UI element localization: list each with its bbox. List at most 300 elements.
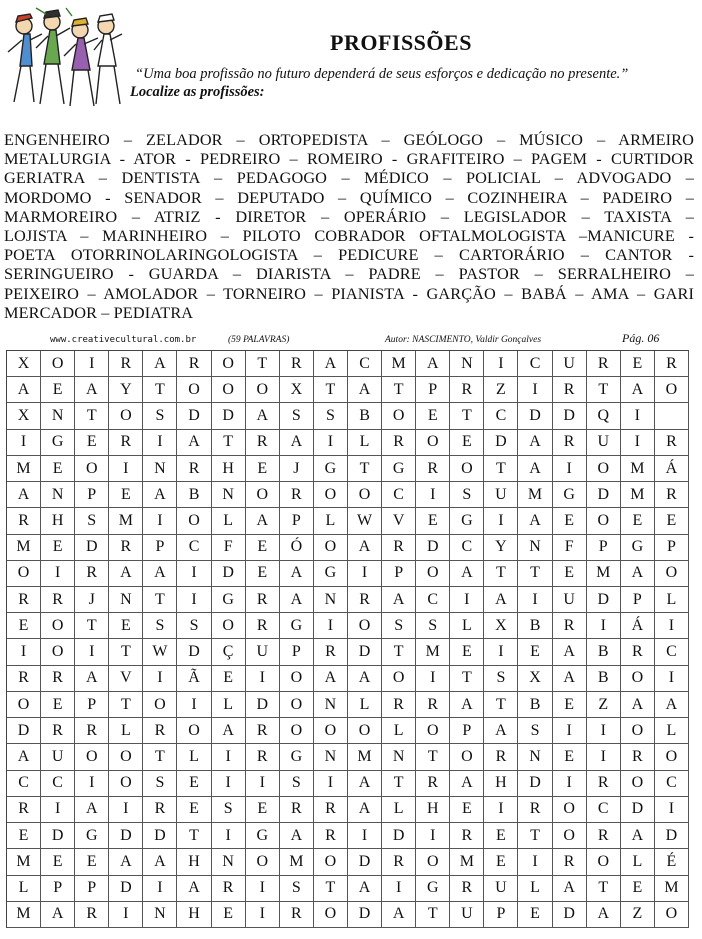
grid-cell[interactable]: L xyxy=(109,718,143,744)
grid-cell[interactable]: T xyxy=(143,744,177,770)
grid-cell[interactable]: R xyxy=(280,902,314,928)
grid-cell[interactable]: H xyxy=(484,771,518,797)
grid-cell[interactable]: E xyxy=(621,508,655,534)
grid-cell[interactable]: B xyxy=(587,639,621,665)
grid-cell[interactable]: L xyxy=(212,692,246,718)
grid-cell[interactable]: M xyxy=(518,482,552,508)
grid-cell[interactable]: M xyxy=(382,351,416,377)
grid-cell[interactable]: I xyxy=(109,797,143,823)
grid-cell[interactable]: R xyxy=(416,456,450,482)
grid-cell[interactable]: L xyxy=(655,587,689,613)
grid-cell[interactable]: T xyxy=(143,587,177,613)
grid-cell[interactable]: E xyxy=(484,849,518,875)
grid-cell[interactable]: R xyxy=(587,351,621,377)
grid-cell[interactable]: L xyxy=(348,430,382,456)
grid-cell[interactable]: D xyxy=(553,902,587,928)
grid-cell[interactable]: N xyxy=(41,482,75,508)
grid-cell[interactable]: D xyxy=(348,902,382,928)
grid-cell[interactable]: I xyxy=(143,876,177,902)
grid-cell[interactable]: O xyxy=(75,744,109,770)
grid-cell[interactable]: G xyxy=(246,823,280,849)
grid-cell[interactable]: A xyxy=(416,351,450,377)
grid-cell[interactable]: M xyxy=(655,876,689,902)
grid-cell[interactable]: P xyxy=(280,508,314,534)
grid-cell[interactable]: A xyxy=(621,823,655,849)
grid-cell[interactable]: S xyxy=(143,403,177,429)
grid-cell[interactable]: R xyxy=(655,430,689,456)
grid-cell[interactable]: P xyxy=(75,692,109,718)
grid-cell[interactable]: O xyxy=(109,403,143,429)
grid-cell[interactable]: A xyxy=(212,718,246,744)
grid-cell[interactable]: A xyxy=(450,561,484,587)
grid-cell[interactable]: A xyxy=(450,692,484,718)
grid-cell[interactable]: I xyxy=(348,561,382,587)
grid-cell[interactable]: M xyxy=(7,849,41,875)
grid-cell[interactable]: R xyxy=(143,797,177,823)
grid-cell[interactable]: E xyxy=(553,561,587,587)
grid-cell[interactable]: I xyxy=(518,849,552,875)
grid-cell[interactable]: A xyxy=(75,377,109,403)
grid-cell[interactable]: I xyxy=(587,744,621,770)
grid-cell[interactable]: N xyxy=(143,456,177,482)
grid-cell[interactable]: N xyxy=(450,351,484,377)
grid-cell[interactable]: R xyxy=(553,849,587,875)
grid-cell[interactable]: A xyxy=(382,587,416,613)
grid-cell[interactable]: A xyxy=(246,508,280,534)
grid-cell[interactable]: R xyxy=(655,482,689,508)
grid-cell[interactable]: E xyxy=(177,771,211,797)
grid-cell[interactable]: R xyxy=(348,587,382,613)
grid-cell[interactable]: D xyxy=(41,823,75,849)
grid-cell[interactable]: S xyxy=(416,613,450,639)
grid-cell[interactable]: L xyxy=(314,508,348,534)
grid-cell[interactable]: N xyxy=(518,535,552,561)
grid-cell[interactable]: H xyxy=(177,902,211,928)
grid-cell[interactable]: D xyxy=(621,797,655,823)
grid-cell[interactable]: I xyxy=(177,692,211,718)
grid-cell[interactable]: A xyxy=(348,876,382,902)
grid-cell[interactable]: A xyxy=(143,849,177,875)
grid-cell[interactable]: A xyxy=(75,666,109,692)
grid-cell[interactable]: O xyxy=(314,535,348,561)
grid-cell[interactable]: O xyxy=(41,639,75,665)
grid-cell[interactable]: C xyxy=(587,797,621,823)
grid-cell[interactable]: I xyxy=(621,430,655,456)
grid-cell[interactable]: I xyxy=(75,351,109,377)
grid-cell[interactable]: O xyxy=(382,666,416,692)
grid-cell[interactable]: I xyxy=(553,718,587,744)
grid-cell[interactable]: R xyxy=(41,718,75,744)
grid-cell[interactable]: R xyxy=(7,797,41,823)
grid-cell[interactable]: D xyxy=(75,535,109,561)
grid-cell[interactable]: T xyxy=(75,403,109,429)
grid-cell[interactable]: I xyxy=(143,666,177,692)
grid-cell[interactable]: M xyxy=(109,508,143,534)
grid-cell[interactable]: F xyxy=(212,535,246,561)
grid-cell[interactable] xyxy=(655,403,689,429)
grid-cell[interactable]: O xyxy=(416,849,450,875)
grid-cell[interactable]: O xyxy=(212,351,246,377)
grid-cell[interactable]: R xyxy=(246,744,280,770)
grid-cell[interactable]: O xyxy=(416,718,450,744)
grid-cell[interactable]: I xyxy=(177,587,211,613)
grid-cell[interactable]: A xyxy=(621,377,655,403)
grid-cell[interactable]: R xyxy=(7,508,41,534)
grid-cell[interactable]: E xyxy=(75,430,109,456)
grid-cell[interactable]: R xyxy=(655,351,689,377)
grid-cell[interactable]: A xyxy=(143,351,177,377)
grid-cell[interactable]: O xyxy=(41,613,75,639)
grid-cell[interactable]: O xyxy=(348,482,382,508)
grid-cell[interactable]: M xyxy=(7,902,41,928)
grid-cell[interactable]: R xyxy=(450,377,484,403)
grid-cell[interactable]: A xyxy=(655,692,689,718)
grid-cell[interactable]: M xyxy=(348,744,382,770)
grid-cell[interactable]: M xyxy=(450,849,484,875)
grid-cell[interactable]: I xyxy=(212,744,246,770)
grid-cell[interactable]: I xyxy=(553,771,587,797)
grid-cell[interactable]: E xyxy=(484,823,518,849)
grid-cell[interactable]: G xyxy=(450,508,484,534)
grid-cell[interactable]: O xyxy=(75,456,109,482)
grid-cell[interactable]: D xyxy=(655,823,689,849)
grid-cell[interactable]: A xyxy=(109,849,143,875)
grid-cell[interactable]: T xyxy=(518,561,552,587)
grid-cell[interactable]: H xyxy=(41,508,75,534)
grid-cell[interactable]: P xyxy=(655,535,689,561)
grid-cell[interactable]: T xyxy=(382,771,416,797)
grid-cell[interactable]: T xyxy=(348,456,382,482)
grid-cell[interactable]: O xyxy=(587,849,621,875)
grid-cell[interactable]: D xyxy=(484,430,518,456)
grid-cell[interactable]: A xyxy=(382,902,416,928)
grid-cell[interactable]: C xyxy=(655,771,689,797)
grid-cell[interactable]: A xyxy=(450,771,484,797)
grid-cell[interactable]: E xyxy=(621,876,655,902)
grid-cell[interactable]: T xyxy=(382,377,416,403)
grid-cell[interactable]: A xyxy=(7,482,41,508)
grid-cell[interactable]: I xyxy=(416,823,450,849)
grid-cell[interactable]: I xyxy=(348,823,382,849)
grid-cell[interactable]: I xyxy=(450,587,484,613)
grid-cell[interactable]: S xyxy=(143,771,177,797)
grid-cell[interactable]: D xyxy=(348,849,382,875)
grid-cell[interactable]: L xyxy=(348,692,382,718)
grid-cell[interactable]: E xyxy=(41,849,75,875)
grid-cell[interactable]: Z xyxy=(484,377,518,403)
grid-cell[interactable]: N xyxy=(143,902,177,928)
grid-cell[interactable]: R xyxy=(314,823,348,849)
grid-cell[interactable]: G xyxy=(314,456,348,482)
grid-cell[interactable]: R xyxy=(450,823,484,849)
grid-cell[interactable]: T xyxy=(314,377,348,403)
grid-cell[interactable]: R xyxy=(382,849,416,875)
grid-cell[interactable]: D xyxy=(143,823,177,849)
grid-cell[interactable]: E xyxy=(450,797,484,823)
grid-cell[interactable]: R xyxy=(553,613,587,639)
grid-cell[interactable]: T xyxy=(246,351,280,377)
grid-cell[interactable]: S xyxy=(75,508,109,534)
grid-cell[interactable]: C xyxy=(518,351,552,377)
grid-cell[interactable]: B xyxy=(587,666,621,692)
grid-cell[interactable]: C xyxy=(450,535,484,561)
grid-cell[interactable]: I xyxy=(7,430,41,456)
grid-cell[interactable]: M xyxy=(7,456,41,482)
grid-cell[interactable]: I xyxy=(246,876,280,902)
grid-cell[interactable]: A xyxy=(621,692,655,718)
grid-cell[interactable]: I xyxy=(246,771,280,797)
grid-cell[interactable]: O xyxy=(621,771,655,797)
grid-cell[interactable]: S xyxy=(280,771,314,797)
grid-cell[interactable]: I xyxy=(177,561,211,587)
grid-cell[interactable]: H xyxy=(177,849,211,875)
grid-cell[interactable]: L xyxy=(450,613,484,639)
grid-cell[interactable]: E xyxy=(41,535,75,561)
grid-cell[interactable]: C xyxy=(41,771,75,797)
grid-cell[interactable]: N xyxy=(314,744,348,770)
grid-cell[interactable]: S xyxy=(143,613,177,639)
grid-cell[interactable]: A xyxy=(143,561,177,587)
grid-cell[interactable]: I xyxy=(655,797,689,823)
grid-cell[interactable]: Y xyxy=(109,377,143,403)
grid-cell[interactable]: T xyxy=(416,902,450,928)
grid-cell[interactable]: T xyxy=(484,692,518,718)
grid-cell[interactable]: O xyxy=(109,771,143,797)
grid-cell[interactable]: T xyxy=(314,876,348,902)
grid-cell[interactable]: D xyxy=(177,403,211,429)
grid-cell[interactable]: R xyxy=(621,744,655,770)
grid-cell[interactable]: O xyxy=(587,456,621,482)
grid-cell[interactable]: R xyxy=(484,744,518,770)
grid-cell[interactable]: I xyxy=(518,587,552,613)
grid-cell[interactable]: R xyxy=(177,351,211,377)
grid-cell[interactable]: A xyxy=(348,771,382,797)
grid-cell[interactable]: A xyxy=(246,403,280,429)
grid-cell[interactable]: D xyxy=(518,403,552,429)
grid-cell[interactable]: D xyxy=(518,771,552,797)
grid-cell[interactable]: U xyxy=(484,482,518,508)
grid-cell[interactable]: O xyxy=(655,744,689,770)
grid-cell[interactable]: R xyxy=(246,430,280,456)
grid-cell[interactable]: J xyxy=(280,456,314,482)
grid-cell[interactable]: C xyxy=(382,482,416,508)
grid-cell[interactable]: O xyxy=(177,718,211,744)
grid-cell[interactable]: E xyxy=(553,508,587,534)
grid-cell[interactable]: R xyxy=(587,823,621,849)
grid-cell[interactable]: R xyxy=(177,456,211,482)
grid-cell[interactable]: R xyxy=(450,876,484,902)
grid-cell[interactable]: O xyxy=(314,482,348,508)
grid-cell[interactable]: R xyxy=(416,692,450,718)
grid-cell[interactable]: I xyxy=(109,456,143,482)
grid-cell[interactable]: I xyxy=(587,718,621,744)
grid-cell[interactable]: O xyxy=(280,666,314,692)
grid-cell[interactable]: D xyxy=(553,403,587,429)
grid-cell[interactable]: S xyxy=(280,403,314,429)
grid-cell[interactable]: É xyxy=(655,849,689,875)
grid-cell[interactable]: N xyxy=(382,744,416,770)
grid-cell[interactable]: O xyxy=(7,692,41,718)
grid-cell[interactable]: L xyxy=(655,718,689,744)
grid-cell[interactable]: U xyxy=(41,744,75,770)
grid-cell[interactable]: O xyxy=(348,718,382,744)
grid-cell[interactable]: O xyxy=(621,666,655,692)
grid-cell[interactable]: O xyxy=(109,744,143,770)
grid-cell[interactable]: I xyxy=(484,351,518,377)
grid-cell[interactable]: B xyxy=(518,692,552,718)
grid-cell[interactable]: R xyxy=(314,797,348,823)
grid-cell[interactable]: R xyxy=(382,535,416,561)
grid-cell[interactable]: T xyxy=(177,823,211,849)
grid-cell[interactable]: E xyxy=(246,535,280,561)
grid-cell[interactable]: D xyxy=(177,639,211,665)
grid-cell[interactable]: H xyxy=(416,797,450,823)
grid-cell[interactable]: W xyxy=(143,639,177,665)
grid-cell[interactable]: X xyxy=(484,613,518,639)
grid-cell[interactable]: Z xyxy=(621,902,655,928)
grid-cell[interactable]: E xyxy=(109,613,143,639)
grid-cell[interactable]: C xyxy=(177,535,211,561)
grid-cell[interactable]: E xyxy=(212,666,246,692)
grid-cell[interactable]: P xyxy=(382,561,416,587)
grid-cell[interactable]: D xyxy=(348,639,382,665)
grid-cell[interactable]: O xyxy=(280,692,314,718)
grid-cell[interactable]: R xyxy=(212,876,246,902)
grid-cell[interactable]: R xyxy=(246,613,280,639)
grid-cell[interactable]: A xyxy=(518,456,552,482)
grid-cell[interactable]: I xyxy=(621,403,655,429)
grid-cell[interactable]: Q xyxy=(587,403,621,429)
grid-cell[interactable]: E xyxy=(41,692,75,718)
grid-cell[interactable]: S xyxy=(314,403,348,429)
grid-cell[interactable]: R xyxy=(246,718,280,744)
grid-cell[interactable]: A xyxy=(518,508,552,534)
grid-cell[interactable]: R xyxy=(621,639,655,665)
grid-cell[interactable]: I xyxy=(41,561,75,587)
grid-cell[interactable]: I xyxy=(212,771,246,797)
grid-cell[interactable]: E xyxy=(41,456,75,482)
grid-cell[interactable]: U xyxy=(484,876,518,902)
grid-cell[interactable]: D xyxy=(382,823,416,849)
grid-cell[interactable]: N xyxy=(314,587,348,613)
grid-cell[interactable]: C xyxy=(416,587,450,613)
grid-cell[interactable]: V xyxy=(109,666,143,692)
grid-cell[interactable]: A xyxy=(621,561,655,587)
grid-cell[interactable]: M xyxy=(7,535,41,561)
grid-cell[interactable]: E xyxy=(246,456,280,482)
grid-cell[interactable]: A xyxy=(143,482,177,508)
grid-cell[interactable]: X xyxy=(518,666,552,692)
grid-cell[interactable]: E xyxy=(416,508,450,534)
grid-cell[interactable]: R xyxy=(7,587,41,613)
grid-cell[interactable]: D xyxy=(7,718,41,744)
grid-cell[interactable]: E xyxy=(7,613,41,639)
grid-cell[interactable]: V xyxy=(382,508,416,534)
grid-cell[interactable]: I xyxy=(75,639,109,665)
grid-cell[interactable]: O xyxy=(177,377,211,403)
grid-cell[interactable]: R xyxy=(75,902,109,928)
grid-cell[interactable]: E xyxy=(553,744,587,770)
grid-cell[interactable]: N xyxy=(212,482,246,508)
grid-cell[interactable]: T xyxy=(484,561,518,587)
grid-cell[interactable]: A xyxy=(553,666,587,692)
grid-cell[interactable]: G xyxy=(212,587,246,613)
grid-cell[interactable]: R xyxy=(109,351,143,377)
grid-cell[interactable]: R xyxy=(280,351,314,377)
grid-cell[interactable]: A xyxy=(177,430,211,456)
grid-cell[interactable]: R xyxy=(75,561,109,587)
grid-cell[interactable]: E xyxy=(177,797,211,823)
grid-cell[interactable]: G xyxy=(382,456,416,482)
grid-cell[interactable]: G xyxy=(280,613,314,639)
grid-cell[interactable]: T xyxy=(450,666,484,692)
grid-cell[interactable]: I xyxy=(143,508,177,534)
grid-cell[interactable]: O xyxy=(655,377,689,403)
grid-cell[interactable]: E xyxy=(7,823,41,849)
grid-cell[interactable]: E xyxy=(75,849,109,875)
grid-cell[interactable]: O xyxy=(314,902,348,928)
grid-cell[interactable]: D xyxy=(212,403,246,429)
grid-cell[interactable]: P xyxy=(484,902,518,928)
grid-cell[interactable]: E xyxy=(621,351,655,377)
grid-cell[interactable]: O xyxy=(7,561,41,587)
grid-cell[interactable]: U xyxy=(246,639,280,665)
grid-cell[interactable]: I xyxy=(246,902,280,928)
grid-cell[interactable]: A xyxy=(280,430,314,456)
grid-cell[interactable]: I xyxy=(655,666,689,692)
grid-cell[interactable]: P xyxy=(621,587,655,613)
grid-cell[interactable]: A xyxy=(280,823,314,849)
grid-cell[interactable]: M xyxy=(280,849,314,875)
grid-cell[interactable]: R xyxy=(280,797,314,823)
grid-cell[interactable]: O xyxy=(246,377,280,403)
grid-cell[interactable]: B xyxy=(518,613,552,639)
grid-cell[interactable]: G xyxy=(280,744,314,770)
grid-cell[interactable]: R xyxy=(382,430,416,456)
grid-cell[interactable]: Ç xyxy=(212,639,246,665)
grid-cell[interactable]: P xyxy=(75,876,109,902)
grid-cell[interactable]: T xyxy=(109,692,143,718)
grid-cell[interactable]: T xyxy=(587,377,621,403)
grid-cell[interactable]: E xyxy=(450,430,484,456)
grid-cell[interactable]: E xyxy=(450,639,484,665)
grid-cell[interactable]: P xyxy=(143,535,177,561)
grid-cell[interactable]: L xyxy=(7,876,41,902)
grid-cell[interactable]: D xyxy=(212,561,246,587)
grid-cell[interactable]: T xyxy=(75,613,109,639)
grid-cell[interactable]: P xyxy=(75,482,109,508)
grid-cell[interactable]: R xyxy=(41,666,75,692)
grid-cell[interactable]: R xyxy=(280,482,314,508)
grid-cell[interactable]: D xyxy=(587,587,621,613)
grid-cell[interactable]: R xyxy=(109,535,143,561)
grid-cell[interactable]: R xyxy=(143,718,177,744)
grid-cell[interactable]: I xyxy=(143,430,177,456)
grid-cell[interactable]: O xyxy=(655,902,689,928)
grid-cell[interactable]: R xyxy=(314,639,348,665)
grid-cell[interactable]: A xyxy=(7,377,41,403)
grid-cell[interactable]: T xyxy=(484,456,518,482)
grid-cell[interactable]: O xyxy=(587,508,621,534)
grid-cell[interactable]: Z xyxy=(587,692,621,718)
grid-cell[interactable]: R xyxy=(518,797,552,823)
grid-cell[interactable]: O xyxy=(143,692,177,718)
grid-cell[interactable]: D xyxy=(587,482,621,508)
grid-cell[interactable]: O xyxy=(416,561,450,587)
grid-cell[interactable]: A xyxy=(280,561,314,587)
grid-cell[interactable]: A xyxy=(553,876,587,902)
grid-cell[interactable]: M xyxy=(621,456,655,482)
